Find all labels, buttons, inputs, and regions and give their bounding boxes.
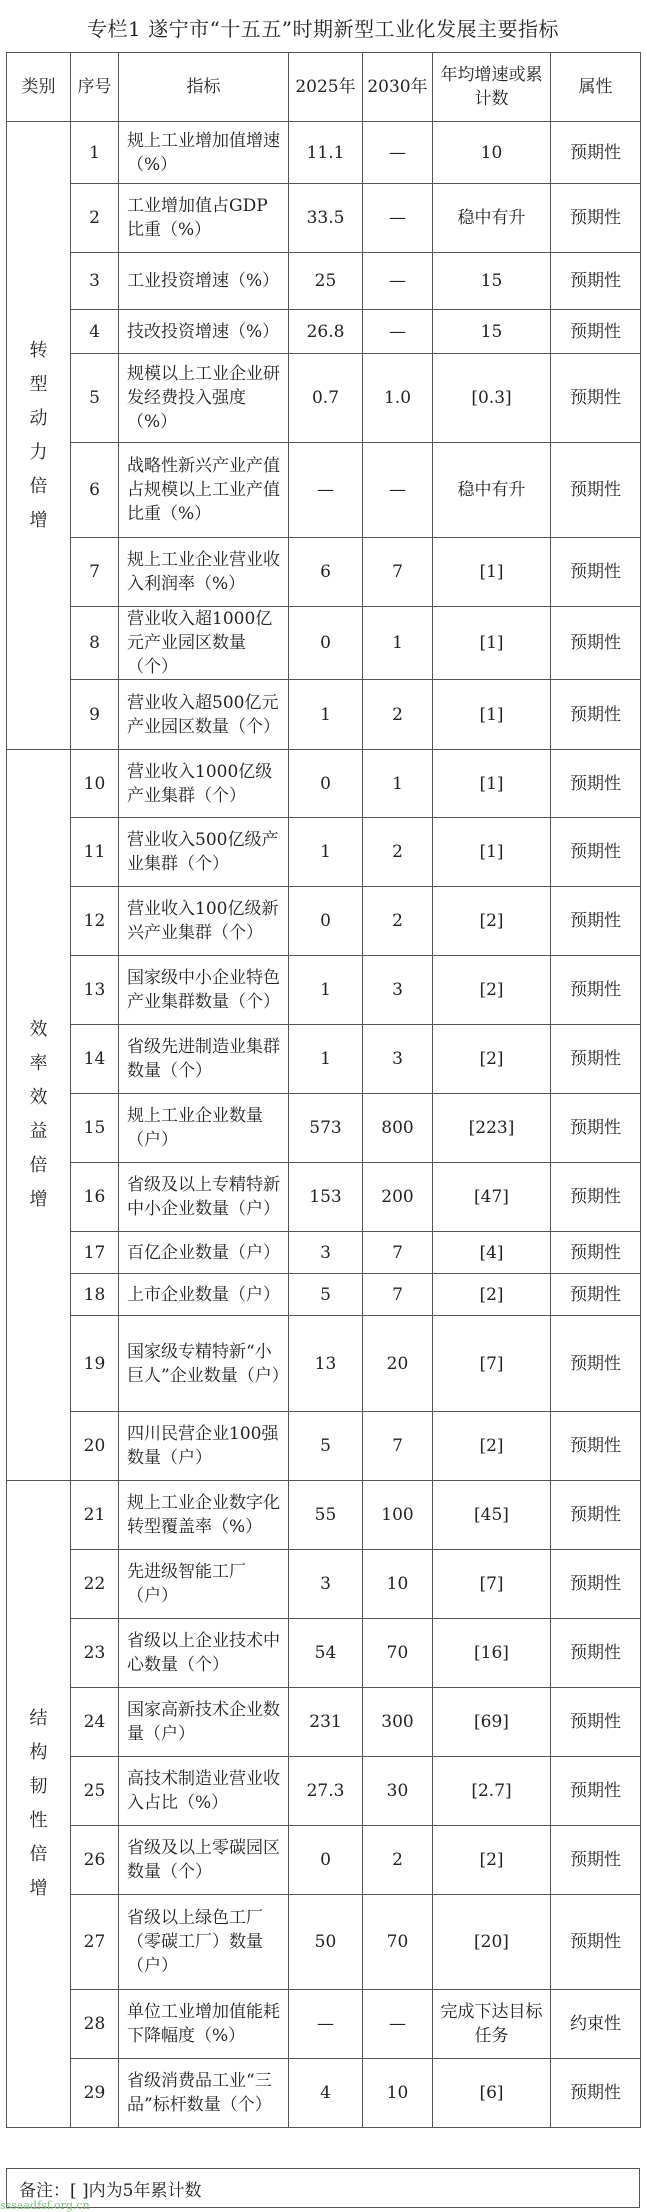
row-number-cell: 4 <box>71 310 119 354</box>
growth-cell: [47] <box>433 1163 551 1232</box>
attribute-cell: 预期性 <box>551 443 641 538</box>
value-2030-cell: — <box>363 184 433 253</box>
growth-cell: [2] <box>433 956 551 1025</box>
header-row <box>7 53 641 122</box>
row-number-cell: 7 <box>71 538 119 607</box>
growth-cell: [2] <box>433 1826 551 1895</box>
column-header-number: 序号 <box>71 53 119 122</box>
value-2030-cell: 30 <box>363 1757 433 1826</box>
value-2025-cell: 1 <box>289 956 363 1025</box>
value-2025-cell: 1 <box>289 1025 363 1094</box>
indicator-cell: 营业收入1000亿级产业集群（个） <box>119 750 289 818</box>
row-number-cell: 21 <box>71 1481 119 1550</box>
category-label: 结构韧性倍增 <box>29 1708 48 1899</box>
value-2025-cell: 6 <box>289 538 363 607</box>
attribute-cell: 预期性 <box>551 1550 641 1619</box>
value-2025-cell: 54 <box>289 1619 363 1688</box>
growth-cell: [2] <box>433 887 551 956</box>
growth-cell: 完成下达目标任务 <box>433 1990 551 2059</box>
value-2025-cell: 50 <box>289 1895 363 1990</box>
value-2025-cell: 3 <box>289 1550 363 1619</box>
attribute-cell: 预期性 <box>551 538 641 607</box>
value-2030-cell: 1.0 <box>363 354 433 443</box>
indicator-cell: 营业收入500亿级产业集群（个） <box>119 818 289 887</box>
attribute-cell: 预期性 <box>551 1895 641 1990</box>
value-2030-cell: — <box>363 310 433 354</box>
value-2030-cell: — <box>363 1990 433 2059</box>
value-2025-cell: 0 <box>289 1826 363 1895</box>
growth-cell: [45] <box>433 1481 551 1550</box>
value-2025-cell: 573 <box>289 1094 363 1163</box>
value-2030-cell: 7 <box>363 1412 433 1481</box>
table-row <box>7 310 641 354</box>
attribute-cell: 预期性 <box>551 2059 641 2128</box>
value-2025-cell: 1 <box>289 818 363 887</box>
row-number-cell: 3 <box>71 253 119 310</box>
table-row <box>7 1412 641 1481</box>
table-row <box>7 253 641 310</box>
indicator-cell: 高技术制造业营业收入占比（%） <box>119 1757 289 1826</box>
attribute-cell: 预期性 <box>551 1412 641 1481</box>
attribute-cell: 预期性 <box>551 1163 641 1232</box>
indicator-cell: 上市企业数量（户） <box>119 1274 289 1316</box>
value-2025-cell: 25 <box>289 253 363 310</box>
row-number-cell: 22 <box>71 1550 119 1619</box>
attribute-cell: 预期性 <box>551 1274 641 1316</box>
row-number-cell: 24 <box>71 1688 119 1757</box>
column-header-2025: 2025年 <box>289 53 363 122</box>
indicator-cell: 省级以上企业技术中心数量（个） <box>119 1619 289 1688</box>
value-2025-cell: 153 <box>289 1163 363 1232</box>
watermark: sssaadfsf.org.cn <box>0 2199 90 2212</box>
growth-cell: 稳中有升 <box>433 443 551 538</box>
table-row <box>7 1688 641 1757</box>
indicator-cell: 四川民营企业100强数量（户） <box>119 1412 289 1481</box>
row-number-cell: 20 <box>71 1412 119 1481</box>
value-2025-cell: 231 <box>289 1688 363 1757</box>
table-row <box>7 818 641 887</box>
value-2030-cell: 7 <box>363 538 433 607</box>
row-number-cell: 5 <box>71 354 119 443</box>
value-2030-cell: 100 <box>363 1481 433 1550</box>
growth-cell: [4] <box>433 1232 551 1274</box>
table-row <box>7 1826 641 1895</box>
value-2030-cell: 2 <box>363 818 433 887</box>
growth-cell: [69] <box>433 1688 551 1757</box>
attribute-cell: 预期性 <box>551 184 641 253</box>
indicator-cell: 国家级中小企业特色产业集群数量（个） <box>119 956 289 1025</box>
table-row <box>7 1895 641 1990</box>
category-cell <box>7 122 71 750</box>
value-2030-cell: 800 <box>363 1094 433 1163</box>
row-number-cell: 19 <box>71 1316 119 1412</box>
growth-cell: [2.7] <box>433 1757 551 1826</box>
attribute-cell: 预期性 <box>551 887 641 956</box>
growth-cell: [20] <box>433 1895 551 1990</box>
table-row <box>7 1619 641 1688</box>
table-title: 专栏1 遂宁市“十五五”时期新型工业化发展主要指标 <box>86 16 560 41</box>
indicator-cell: 营业收入100亿级新兴产业集群（个） <box>119 887 289 956</box>
value-2025-cell: — <box>289 443 363 538</box>
indicator-cell: 百亿企业数量（户） <box>119 1232 289 1274</box>
column-header-attribute: 属性 <box>551 53 641 122</box>
indicator-cell: 营业收入超500亿元产业园区数量（个） <box>119 680 289 750</box>
value-2025-cell: 1 <box>289 680 363 750</box>
growth-cell: 15 <box>433 253 551 310</box>
value-2030-cell: 3 <box>363 1025 433 1094</box>
column-header-indicator: 指标 <box>119 53 289 122</box>
indicator-cell: 技改投资增速（%） <box>119 310 289 354</box>
value-2025-cell: 4 <box>289 2059 363 2128</box>
row-number-cell: 17 <box>71 1232 119 1274</box>
value-2030-cell: — <box>363 122 433 184</box>
value-2025-cell: 0 <box>289 607 363 680</box>
growth-cell: [1] <box>433 750 551 818</box>
value-2030-cell: 2 <box>363 887 433 956</box>
value-2030-cell: 300 <box>363 1688 433 1757</box>
indicator-cell: 规上工业增加值增速（%） <box>119 122 289 184</box>
table-row <box>7 443 641 538</box>
indicator-cell: 省级及以上零碳园区数量（个） <box>119 1826 289 1895</box>
value-2025-cell: 11.1 <box>289 122 363 184</box>
growth-cell: [2] <box>433 1274 551 1316</box>
row-number-cell: 8 <box>71 607 119 680</box>
growth-cell: [7] <box>433 1316 551 1412</box>
value-2030-cell: 70 <box>363 1895 433 1990</box>
row-number-cell: 16 <box>71 1163 119 1232</box>
growth-cell: [1] <box>433 680 551 750</box>
growth-cell: [0.3] <box>433 354 551 443</box>
value-2025-cell: 0 <box>289 887 363 956</box>
value-2025-cell: 5 <box>289 1412 363 1481</box>
value-2030-cell: 1 <box>363 750 433 818</box>
row-number-cell: 27 <box>71 1895 119 1990</box>
row-number-cell: 6 <box>71 443 119 538</box>
value-2030-cell: 2 <box>363 1826 433 1895</box>
growth-cell: 10 <box>433 122 551 184</box>
growth-cell: [1] <box>433 538 551 607</box>
value-2025-cell: 27.3 <box>289 1757 363 1826</box>
value-2030-cell: 200 <box>363 1163 433 1232</box>
value-2025-cell: — <box>289 1990 363 2059</box>
attribute-cell: 预期性 <box>551 1025 641 1094</box>
table-row <box>7 1990 641 2059</box>
table-row <box>7 354 641 443</box>
row-number-cell: 15 <box>71 1094 119 1163</box>
category-label: 转型动力倍增 <box>29 339 48 531</box>
indicator-cell: 规上工业企业数字化转型覆盖率（%） <box>119 1481 289 1550</box>
indicator-cell: 省级先进制造业集群数量（个） <box>119 1025 289 1094</box>
table-row <box>7 680 641 750</box>
value-2030-cell: 7 <box>363 1232 433 1274</box>
indicator-cell: 省级消费品工业“三品”标杆数量（个） <box>119 2059 289 2128</box>
attribute-cell: 预期性 <box>551 122 641 184</box>
value-2025-cell: 5 <box>289 1274 363 1316</box>
value-2030-cell: 7 <box>363 1274 433 1316</box>
attribute-cell: 预期性 <box>551 1094 641 1163</box>
value-2025-cell: 3 <box>289 1232 363 1274</box>
row-number-cell: 25 <box>71 1757 119 1826</box>
attribute-cell: 预期性 <box>551 1481 641 1550</box>
value-2025-cell: 26.8 <box>289 310 363 354</box>
table-note: 备注：[ ]内为5年累计数 <box>6 2168 640 2208</box>
indicator-cell: 省级以上绿色工厂（零碳工厂）数量（户） <box>119 1895 289 1990</box>
growth-cell: [1] <box>433 607 551 680</box>
value-2025-cell: 33.5 <box>289 184 363 253</box>
category-cell <box>7 1481 71 2128</box>
row-number-cell: 2 <box>71 184 119 253</box>
growth-cell: [1] <box>433 818 551 887</box>
indicator-cell: 规上工业企业数量（户） <box>119 1094 289 1163</box>
row-number-cell: 14 <box>71 1025 119 1094</box>
growth-cell: 15 <box>433 310 551 354</box>
row-number-cell: 1 <box>71 122 119 184</box>
table-row <box>7 956 641 1025</box>
indicator-cell: 规模以上工业企业研发经费投入强度（%） <box>119 354 289 443</box>
indicator-cell: 规上工业企业营业收入利润率（%） <box>119 538 289 607</box>
table-row <box>7 750 641 818</box>
table-row <box>7 2059 641 2128</box>
category-cell <box>7 750 71 1481</box>
category-label: 效率效益倍增 <box>29 1019 48 1210</box>
indicator-cell: 工业增加值占GDP比重（%） <box>119 184 289 253</box>
growth-cell: 稳中有升 <box>433 184 551 253</box>
table-row <box>7 1094 641 1163</box>
indicator-cell: 国家级专精特新“小巨人”企业数量（户） <box>119 1316 289 1412</box>
row-number-cell: 11 <box>71 818 119 887</box>
value-2030-cell: 2 <box>363 680 433 750</box>
attribute-cell: 预期性 <box>551 1826 641 1895</box>
table-row <box>7 122 641 184</box>
indicator-cell: 省级及以上专精特新中小企业数量（户） <box>119 1163 289 1232</box>
growth-cell: [2] <box>433 1412 551 1481</box>
row-number-cell: 12 <box>71 887 119 956</box>
row-number-cell: 13 <box>71 956 119 1025</box>
indicator-cell: 工业投资增速（%） <box>119 253 289 310</box>
table-row <box>7 1025 641 1094</box>
value-2030-cell: 10 <box>363 1550 433 1619</box>
attribute-cell: 预期性 <box>551 818 641 887</box>
attribute-cell: 预期性 <box>551 607 641 680</box>
indicator-cell: 国家高新技术企业数量（户） <box>119 1688 289 1757</box>
attribute-cell: 预期性 <box>551 1619 641 1688</box>
table-row <box>7 1274 641 1316</box>
value-2030-cell: — <box>363 443 433 538</box>
indicator-table <box>6 52 641 2128</box>
attribute-cell: 预期性 <box>551 750 641 818</box>
growth-cell: [2] <box>433 1025 551 1094</box>
attribute-cell: 预期性 <box>551 354 641 443</box>
value-2025-cell: 13 <box>289 1316 363 1412</box>
table-row <box>7 1163 641 1232</box>
attribute-cell: 预期性 <box>551 253 641 310</box>
row-number-cell: 10 <box>71 750 119 818</box>
indicator-cell: 先进级智能工厂（户） <box>119 1550 289 1619</box>
value-2030-cell: 1 <box>363 607 433 680</box>
value-2025-cell: 55 <box>289 1481 363 1550</box>
table-row <box>7 184 641 253</box>
column-header-2030: 2030年 <box>363 53 433 122</box>
row-number-cell: 28 <box>71 1990 119 2059</box>
attribute-cell: 预期性 <box>551 1757 641 1826</box>
table-row <box>7 607 641 680</box>
table-row <box>7 538 641 607</box>
attribute-cell: 预期性 <box>551 956 641 1025</box>
column-header-category: 类别 <box>7 53 71 122</box>
growth-cell: [6] <box>433 2059 551 2128</box>
column-header-growth: 年均增速或累计数 <box>433 53 551 122</box>
row-number-cell: 9 <box>71 680 119 750</box>
indicator-cell: 单位工业增加值能耗下降幅度（%） <box>119 1990 289 2059</box>
row-number-cell: 18 <box>71 1274 119 1316</box>
table-row <box>7 1757 641 1826</box>
row-number-cell: 26 <box>71 1826 119 1895</box>
table-row <box>7 1550 641 1619</box>
growth-cell: [16] <box>433 1619 551 1688</box>
attribute-cell: 预期性 <box>551 1316 641 1412</box>
attribute-cell: 预期性 <box>551 310 641 354</box>
table-row <box>7 1316 641 1412</box>
table-row <box>7 1481 641 1550</box>
value-2030-cell: 20 <box>363 1316 433 1412</box>
row-number-cell: 29 <box>71 2059 119 2128</box>
value-2025-cell: 0 <box>289 750 363 818</box>
attribute-cell: 预期性 <box>551 680 641 750</box>
row-number-cell: 23 <box>71 1619 119 1688</box>
indicator-cell: 营业收入超1000亿元产业园区数量（个） <box>119 607 289 680</box>
value-2025-cell: 0.7 <box>289 354 363 443</box>
indicator-cell: 战略性新兴产业产值占规模以上工业产值比重（%） <box>119 443 289 538</box>
table-row <box>7 1232 641 1274</box>
table-body <box>7 122 641 2128</box>
attribute-cell: 预期性 <box>551 1232 641 1274</box>
growth-cell: [223] <box>433 1094 551 1163</box>
attribute-cell: 预期性 <box>551 1688 641 1757</box>
attribute-cell: 约束性 <box>551 1990 641 2059</box>
value-2030-cell: 70 <box>363 1619 433 1688</box>
growth-cell: [7] <box>433 1550 551 1619</box>
value-2030-cell: — <box>363 253 433 310</box>
table-row <box>7 887 641 956</box>
value-2030-cell: 3 <box>363 956 433 1025</box>
value-2030-cell: 10 <box>363 2059 433 2128</box>
